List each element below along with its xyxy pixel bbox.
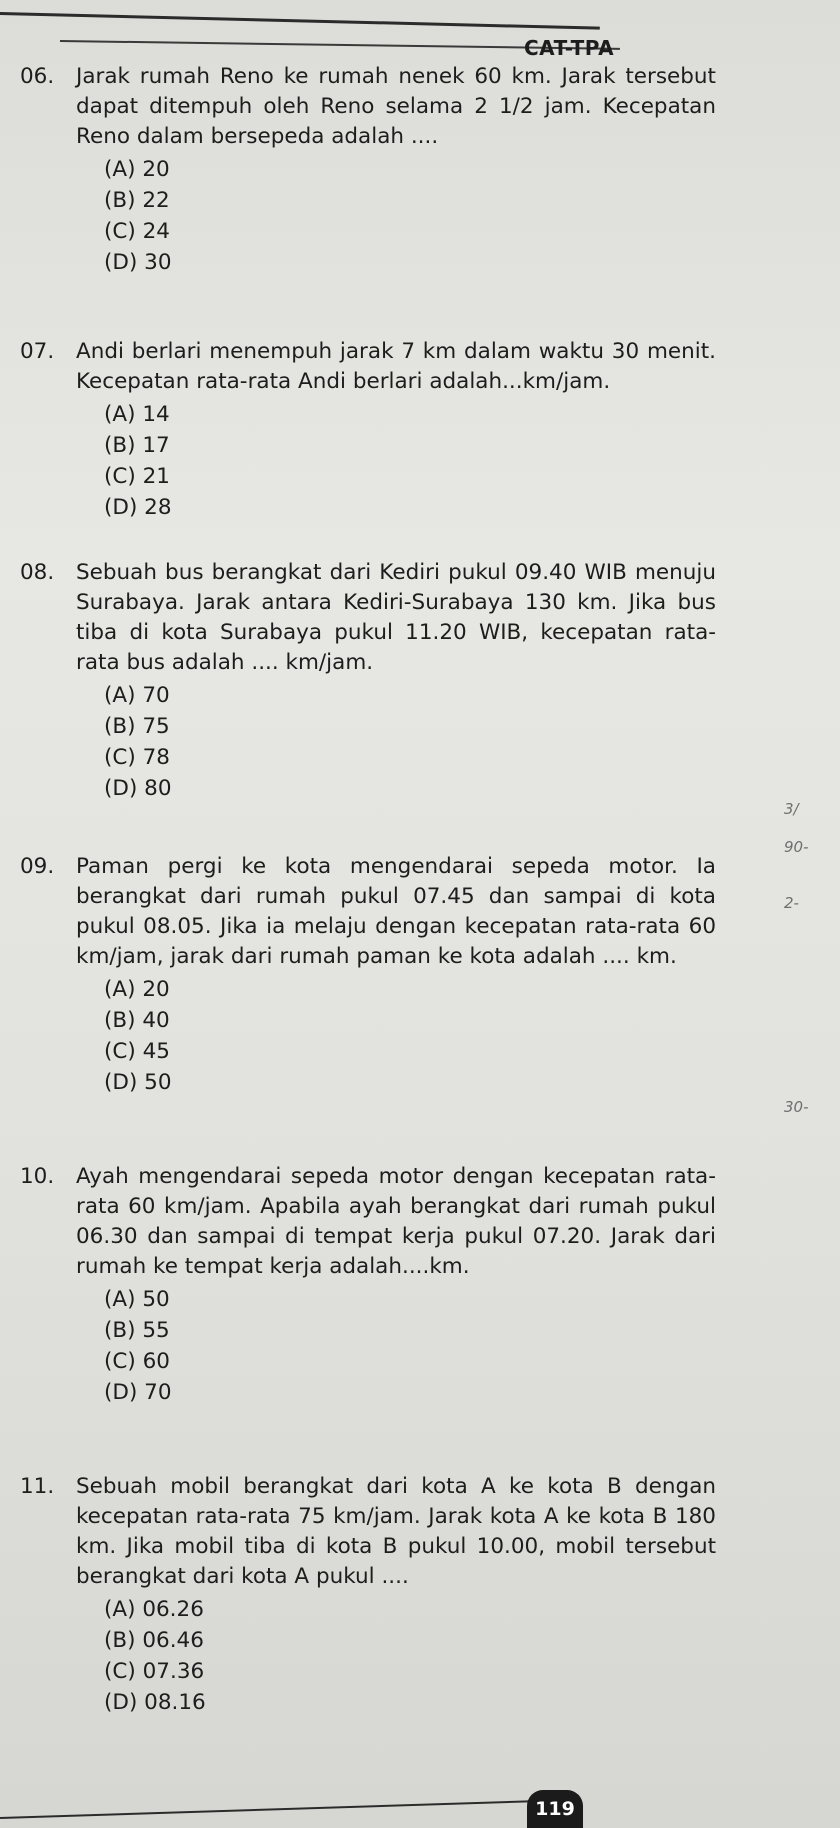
option-a: (A) 70 xyxy=(104,683,170,708)
option-list xyxy=(104,1594,800,1718)
option-d: (D) 50 xyxy=(104,1070,172,1095)
option-d: (D) 80 xyxy=(104,776,172,801)
option-b: (B) 06.46 xyxy=(104,1628,204,1653)
question-text: Andi berlari menempuh jarak 7 km dalam waktu 30 menit. Kecepatan rata-rata Andi berlari adalah...km/jam. xyxy=(76,339,716,394)
option-list xyxy=(104,974,800,1098)
question-text: Jarak rumah Reno ke rumah nenek 60 km. Jarak tersebut dapat ditempuh oleh Reno selama 2 1/2 jam. Kecepatan Reno dalam bersepeda adalah .... xyxy=(76,64,716,149)
question-09 xyxy=(20,852,800,1098)
option-a: (A) 20 xyxy=(104,157,170,182)
option-b: (B) 17 xyxy=(104,433,170,458)
option-c: (C) 21 xyxy=(104,464,170,489)
question-10 xyxy=(20,1162,800,1408)
question-number: 08. xyxy=(20,560,55,585)
option-b: (B) 22 xyxy=(104,188,170,213)
option-list xyxy=(104,399,800,523)
pencil-scribble: 3/ xyxy=(784,800,799,818)
pencil-scribble: 90- xyxy=(784,838,809,856)
option-d: (D) 08.16 xyxy=(104,1690,206,1715)
question-text: Sebuah mobil berangkat dari kota A ke kota B dengan kecepatan rata-rata 75 km/jam. Jarak kota A ke kota B 180 km. Jika mobil tiba di kota B pukul 10.00, mobil tersebut berangkat dari kota A pukul .... xyxy=(76,1474,716,1589)
option-c: (C) 78 xyxy=(104,745,170,770)
option-c: (C) 24 xyxy=(104,219,170,244)
option-c: (C) 07.36 xyxy=(104,1659,205,1684)
option-c: (C) 45 xyxy=(104,1039,170,1064)
option-a: (A) 06.26 xyxy=(104,1597,204,1622)
question-text: Paman pergi ke kota mengendarai sepeda motor. Ia berangkat dari rumah pukul 07.45 dan sampai di kota pukul 08.05. Jika ia melaju dengan kecepatan rata-rata 60 km/jam, jarak dari rumah paman ke kota adalah .... km. xyxy=(76,854,716,969)
option-list xyxy=(104,680,800,804)
pencil-scribble: 30- xyxy=(784,1098,809,1116)
option-list xyxy=(104,154,800,278)
option-a: (A) 50 xyxy=(104,1287,170,1312)
question-11 xyxy=(20,1472,800,1718)
option-b: (B) 55 xyxy=(104,1318,170,1343)
question-text: Ayah mengendarai sepeda motor dengan kecepatan rata-rata 60 km/jam. Apabila ayah berangkat dari rumah pukul 06.30 dan sampai di tempat kerja pukul 07.20. Jarak dari rumah ke tempat kerja adalah....km. xyxy=(76,1164,716,1279)
section-header: CAT-TPA xyxy=(524,36,615,60)
option-a: (A) 20 xyxy=(104,977,170,1002)
question-text: Sebuah bus berangkat dari Kediri pukul 09.40 WIB menuju Surabaya. Jarak antara Kediri-Surabaya 130 km. Jika bus tiba di kota Surabaya pukul 11.20 WIB, kecepatan rata- rata bus adalah .... km/jam. xyxy=(76,560,716,675)
question-08 xyxy=(20,558,800,804)
option-d: (D) 28 xyxy=(104,495,172,520)
pencil-scribble: 2- xyxy=(784,894,799,912)
option-b: (B) 75 xyxy=(104,714,170,739)
option-b: (B) 40 xyxy=(104,1008,170,1033)
question-number: 10. xyxy=(20,1164,55,1189)
bottom-rule xyxy=(0,1799,560,1819)
question-number: 07. xyxy=(20,339,55,364)
top-rule xyxy=(0,12,600,30)
option-d: (D) 70 xyxy=(104,1380,172,1405)
question-06 xyxy=(20,62,800,278)
question-07 xyxy=(20,337,800,523)
question-number: 11. xyxy=(20,1474,55,1499)
option-c: (C) 60 xyxy=(104,1349,170,1374)
question-number: 06. xyxy=(20,64,55,89)
option-list xyxy=(104,1284,800,1408)
option-d: (D) 30 xyxy=(104,250,172,275)
question-number: 09. xyxy=(20,854,55,879)
page-number-tab: 119 xyxy=(527,1790,583,1828)
option-a: (A) 14 xyxy=(104,402,170,427)
